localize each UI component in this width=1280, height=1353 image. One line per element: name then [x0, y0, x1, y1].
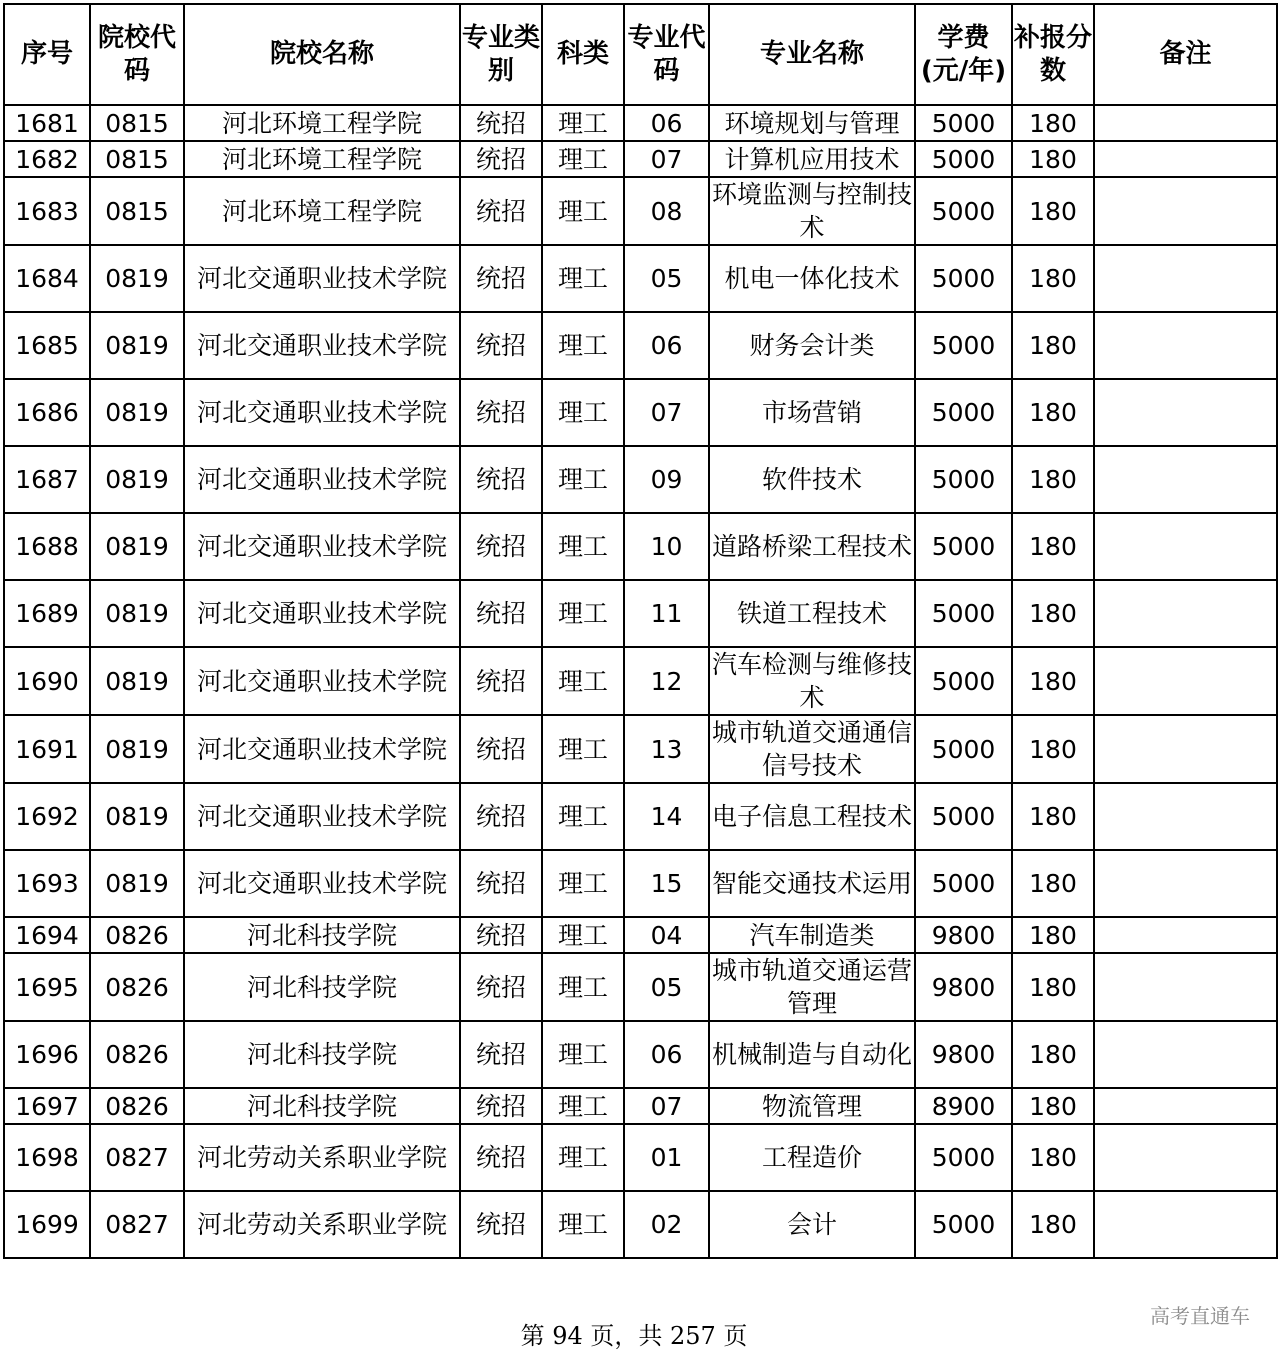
tuition-cell: 5000 — [915, 580, 1012, 647]
serial-cell: 1693 — [4, 850, 90, 917]
column-header: 序号 — [4, 4, 90, 105]
subject-cell: 理工 — [542, 1124, 624, 1191]
school-name-cell: 河北科技学院 — [184, 917, 460, 953]
table-row — [4, 1021, 1277, 1088]
subject-cell: 理工 — [542, 141, 624, 177]
score-cell: 180 — [1012, 1088, 1094, 1124]
school-code-cell: 0815 — [90, 177, 184, 245]
major-code-cell: 09 — [624, 446, 709, 513]
table-row — [4, 1088, 1277, 1124]
subject-cell: 理工 — [542, 105, 624, 141]
tuition-cell: 9800 — [915, 1021, 1012, 1088]
table-row — [4, 917, 1277, 953]
table-row — [4, 105, 1277, 141]
school-code-cell: 0819 — [90, 783, 184, 850]
table-body — [4, 105, 1277, 1258]
school-name-cell: 河北环境工程学院 — [184, 105, 460, 141]
category-cell: 统招 — [460, 1191, 542, 1258]
school-code-cell: 0819 — [90, 513, 184, 580]
score-cell: 180 — [1012, 580, 1094, 647]
table-row — [4, 513, 1277, 580]
tuition-cell: 5000 — [915, 141, 1012, 177]
major-code-cell: 04 — [624, 917, 709, 953]
table-row — [4, 850, 1277, 917]
school-name-cell: 河北劳动关系职业学院 — [184, 1124, 460, 1191]
school-code-cell: 0819 — [90, 446, 184, 513]
remarks-cell — [1094, 850, 1277, 917]
major-name-cell: 电子信息工程技术 — [709, 783, 915, 850]
column-header: 补报分数 — [1012, 4, 1094, 105]
major-code-cell: 06 — [624, 1021, 709, 1088]
major-name-cell: 会计 — [709, 1191, 915, 1258]
tuition-cell: 9800 — [915, 953, 1012, 1021]
tuition-cell: 5000 — [915, 446, 1012, 513]
score-cell: 180 — [1012, 245, 1094, 312]
column-header: 专业类别 — [460, 4, 542, 105]
table-header — [4, 4, 1277, 105]
score-cell: 180 — [1012, 715, 1094, 783]
remarks-cell — [1094, 245, 1277, 312]
serial-cell: 1694 — [4, 917, 90, 953]
school-name-cell: 河北交通职业技术学院 — [184, 850, 460, 917]
category-cell: 统招 — [460, 953, 542, 1021]
major-code-cell: 15 — [624, 850, 709, 917]
remarks-cell — [1094, 783, 1277, 850]
table-row — [4, 141, 1277, 177]
school-name-cell: 河北科技学院 — [184, 1021, 460, 1088]
subject-cell: 理工 — [542, 917, 624, 953]
serial-cell: 1682 — [4, 141, 90, 177]
subject-cell: 理工 — [542, 1021, 624, 1088]
score-cell: 180 — [1012, 1021, 1094, 1088]
remarks-cell — [1094, 1021, 1277, 1088]
category-cell: 统招 — [460, 245, 542, 312]
serial-cell: 1681 — [4, 105, 90, 141]
major-name-cell: 道路桥梁工程技术 — [709, 513, 915, 580]
remarks-cell — [1094, 141, 1277, 177]
remarks-cell — [1094, 177, 1277, 245]
major-name-cell: 财务会计类 — [709, 312, 915, 379]
score-cell: 180 — [1012, 513, 1094, 580]
major-code-cell: 14 — [624, 783, 709, 850]
remarks-cell — [1094, 647, 1277, 715]
serial-cell: 1692 — [4, 783, 90, 850]
major-name-cell: 环境规划与管理 — [709, 105, 915, 141]
school-code-cell: 0815 — [90, 141, 184, 177]
table-row — [4, 379, 1277, 446]
major-code-cell: 11 — [624, 580, 709, 647]
tuition-cell: 5000 — [915, 177, 1012, 245]
subject-cell: 理工 — [542, 177, 624, 245]
school-code-cell: 0819 — [90, 850, 184, 917]
table-row — [4, 1191, 1277, 1258]
remarks-cell — [1094, 1124, 1277, 1191]
category-cell: 统招 — [460, 580, 542, 647]
category-cell: 统招 — [460, 850, 542, 917]
category-cell: 统招 — [460, 105, 542, 141]
category-cell: 统招 — [460, 446, 542, 513]
school-name-cell: 河北科技学院 — [184, 953, 460, 1021]
tuition-cell: 5000 — [915, 105, 1012, 141]
remarks-cell — [1094, 917, 1277, 953]
score-cell: 180 — [1012, 312, 1094, 379]
score-cell: 180 — [1012, 105, 1094, 141]
school-name-cell: 河北劳动关系职业学院 — [184, 1191, 460, 1258]
tuition-cell: 5000 — [915, 379, 1012, 446]
serial-cell: 1690 — [4, 647, 90, 715]
remarks-cell — [1094, 1191, 1277, 1258]
table-row — [4, 783, 1277, 850]
tuition-cell: 5000 — [915, 850, 1012, 917]
subject-cell: 理工 — [542, 715, 624, 783]
tuition-cell: 5000 — [915, 647, 1012, 715]
school-name-cell: 河北交通职业技术学院 — [184, 647, 460, 715]
category-cell: 统招 — [460, 783, 542, 850]
major-code-cell: 10 — [624, 513, 709, 580]
major-name-cell: 市场营销 — [709, 379, 915, 446]
major-name-cell: 工程造价 — [709, 1124, 915, 1191]
serial-cell: 1691 — [4, 715, 90, 783]
table-row — [4, 245, 1277, 312]
remarks-cell — [1094, 580, 1277, 647]
table-row — [4, 647, 1277, 715]
score-cell: 180 — [1012, 1124, 1094, 1191]
major-code-cell: 05 — [624, 245, 709, 312]
tuition-cell: 5000 — [915, 783, 1012, 850]
table-row — [4, 953, 1277, 1021]
score-cell: 180 — [1012, 953, 1094, 1021]
serial-cell: 1686 — [4, 379, 90, 446]
category-cell: 统招 — [460, 1088, 542, 1124]
school-code-cell: 0826 — [90, 1088, 184, 1124]
subject-cell: 理工 — [542, 580, 624, 647]
school-code-cell: 0819 — [90, 647, 184, 715]
school-name-cell: 河北交通职业技术学院 — [184, 446, 460, 513]
major-name-cell: 计算机应用技术 — [709, 141, 915, 177]
school-name-cell: 河北交通职业技术学院 — [184, 245, 460, 312]
major-name-cell: 机械制造与自动化 — [709, 1021, 915, 1088]
column-header: 备注 — [1094, 4, 1277, 105]
school-code-cell: 0819 — [90, 580, 184, 647]
school-name-cell: 河北科技学院 — [184, 1088, 460, 1124]
column-header: 学费(元/年) — [915, 4, 1012, 105]
school-name-cell: 河北交通职业技术学院 — [184, 513, 460, 580]
score-cell: 180 — [1012, 850, 1094, 917]
subject-cell: 理工 — [542, 647, 624, 715]
category-cell: 统招 — [460, 647, 542, 715]
subject-cell: 理工 — [542, 783, 624, 850]
serial-cell: 1687 — [4, 446, 90, 513]
serial-cell: 1683 — [4, 177, 90, 245]
header-row — [4, 4, 1277, 105]
school-name-cell: 河北交通职业技术学院 — [184, 783, 460, 850]
school-name-cell: 河北交通职业技术学院 — [184, 312, 460, 379]
column-header: 院校代码 — [90, 4, 184, 105]
remarks-cell — [1094, 379, 1277, 446]
subject-cell: 理工 — [542, 245, 624, 312]
major-name-cell: 铁道工程技术 — [709, 580, 915, 647]
tuition-cell: 5000 — [915, 312, 1012, 379]
major-code-cell: 05 — [624, 953, 709, 1021]
school-name-cell: 河北交通职业技术学院 — [184, 379, 460, 446]
category-cell: 统招 — [460, 715, 542, 783]
serial-cell: 1689 — [4, 580, 90, 647]
major-name-cell: 汽车制造类 — [709, 917, 915, 953]
remarks-cell — [1094, 513, 1277, 580]
remarks-cell — [1094, 1088, 1277, 1124]
serial-cell: 1684 — [4, 245, 90, 312]
table-row — [4, 177, 1277, 245]
score-cell: 180 — [1012, 783, 1094, 850]
score-cell: 180 — [1012, 141, 1094, 177]
score-cell: 180 — [1012, 177, 1094, 245]
major-name-cell: 物流管理 — [709, 1088, 915, 1124]
table-row — [4, 715, 1277, 783]
school-code-cell: 0826 — [90, 917, 184, 953]
category-cell: 统招 — [460, 1124, 542, 1191]
score-cell: 180 — [1012, 917, 1094, 953]
tuition-cell: 5000 — [915, 1191, 1012, 1258]
major-code-cell: 07 — [624, 141, 709, 177]
major-code-cell: 12 — [624, 647, 709, 715]
major-name-cell: 汽车检测与维修技术 — [709, 647, 915, 715]
major-name-cell: 智能交通技术运用 — [709, 850, 915, 917]
watermark: 高考直通车 — [1150, 1304, 1250, 1328]
score-cell: 180 — [1012, 446, 1094, 513]
tuition-cell: 5000 — [915, 513, 1012, 580]
major-code-cell: 07 — [624, 1088, 709, 1124]
serial-cell: 1699 — [4, 1191, 90, 1258]
major-code-cell: 06 — [624, 312, 709, 379]
major-name-cell: 环境监测与控制技术 — [709, 177, 915, 245]
remarks-cell — [1094, 953, 1277, 1021]
tuition-cell: 9800 — [915, 917, 1012, 953]
major-code-cell: 02 — [624, 1191, 709, 1258]
tuition-cell: 8900 — [915, 1088, 1012, 1124]
column-header: 专业名称 — [709, 4, 915, 105]
subject-cell: 理工 — [542, 312, 624, 379]
serial-cell: 1696 — [4, 1021, 90, 1088]
major-code-cell: 13 — [624, 715, 709, 783]
category-cell: 统招 — [460, 141, 542, 177]
serial-cell: 1695 — [4, 953, 90, 1021]
table-row — [4, 1124, 1277, 1191]
serial-cell: 1685 — [4, 312, 90, 379]
school-code-cell: 0827 — [90, 1191, 184, 1258]
major-code-cell: 08 — [624, 177, 709, 245]
category-cell: 统招 — [460, 1021, 542, 1088]
subject-cell: 理工 — [542, 379, 624, 446]
school-name-cell: 河北环境工程学院 — [184, 141, 460, 177]
subject-cell: 理工 — [542, 953, 624, 1021]
school-name-cell: 河北环境工程学院 — [184, 177, 460, 245]
major-code-cell: 07 — [624, 379, 709, 446]
major-code-cell: 01 — [624, 1124, 709, 1191]
table-row — [4, 446, 1277, 513]
category-cell: 统招 — [460, 917, 542, 953]
table-row — [4, 312, 1277, 379]
tuition-cell: 5000 — [915, 245, 1012, 312]
school-code-cell: 0819 — [90, 245, 184, 312]
remarks-cell — [1094, 715, 1277, 783]
remarks-cell — [1094, 105, 1277, 141]
school-code-cell: 0826 — [90, 1021, 184, 1088]
school-code-cell: 0819 — [90, 715, 184, 783]
category-cell: 统招 — [460, 513, 542, 580]
major-name-cell: 城市轨道交通运营管理 — [709, 953, 915, 1021]
serial-cell: 1688 — [4, 513, 90, 580]
remarks-cell — [1094, 312, 1277, 379]
school-code-cell: 0815 — [90, 105, 184, 141]
major-name-cell: 城市轨道交通通信信号技术 — [709, 715, 915, 783]
subject-cell: 理工 — [542, 850, 624, 917]
subject-cell: 理工 — [542, 446, 624, 513]
school-code-cell: 0819 — [90, 312, 184, 379]
remarks-cell — [1094, 446, 1277, 513]
page-number: 第 94 页，共 257 页 — [520, 1322, 748, 1350]
school-code-cell: 0827 — [90, 1124, 184, 1191]
score-cell: 180 — [1012, 647, 1094, 715]
table-row — [4, 580, 1277, 647]
school-code-cell: 0826 — [90, 953, 184, 1021]
major-name-cell: 软件技术 — [709, 446, 915, 513]
category-cell: 统招 — [460, 379, 542, 446]
major-code-cell: 06 — [624, 105, 709, 141]
subject-cell: 理工 — [542, 513, 624, 580]
tuition-cell: 5000 — [915, 715, 1012, 783]
category-cell: 统招 — [460, 312, 542, 379]
column-header: 科类 — [542, 4, 624, 105]
major-name-cell: 机电一体化技术 — [709, 245, 915, 312]
serial-cell: 1697 — [4, 1088, 90, 1124]
category-cell: 统招 — [460, 177, 542, 245]
column-header: 院校名称 — [184, 4, 460, 105]
subject-cell: 理工 — [542, 1191, 624, 1258]
admissions-table — [3, 3, 1278, 1259]
subject-cell: 理工 — [542, 1088, 624, 1124]
column-header: 专业代码 — [624, 4, 709, 105]
score-cell: 180 — [1012, 1191, 1094, 1258]
school-name-cell: 河北交通职业技术学院 — [184, 715, 460, 783]
score-cell: 180 — [1012, 379, 1094, 446]
school-code-cell: 0819 — [90, 379, 184, 446]
school-name-cell: 河北交通职业技术学院 — [184, 580, 460, 647]
serial-cell: 1698 — [4, 1124, 90, 1191]
tuition-cell: 5000 — [915, 1124, 1012, 1191]
